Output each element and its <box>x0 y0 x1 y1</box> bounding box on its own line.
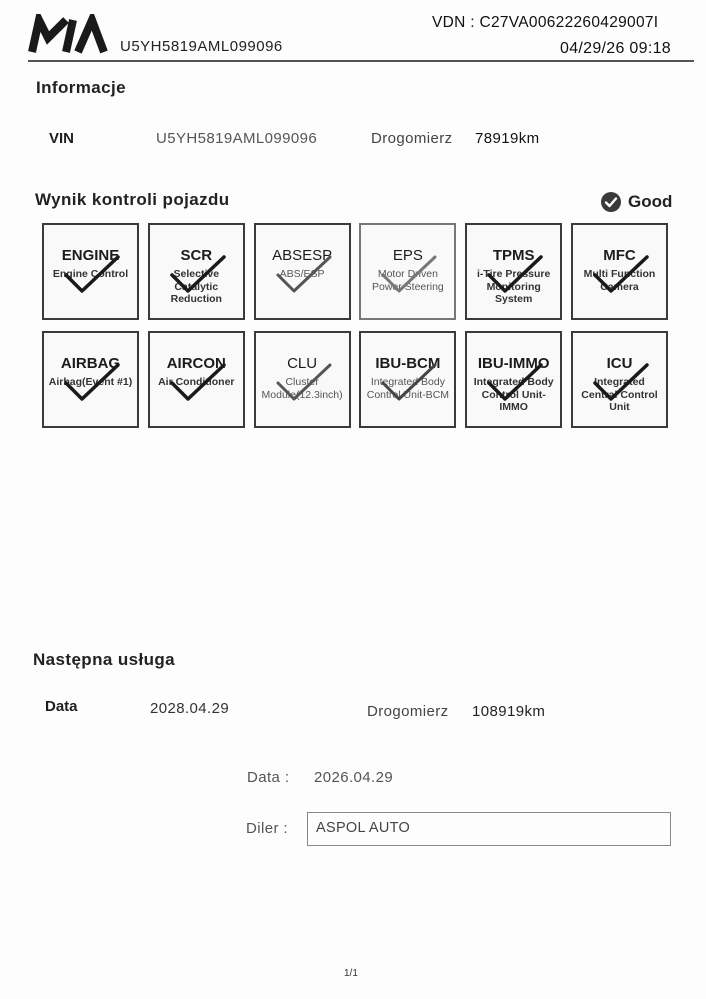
header-divider <box>28 60 694 62</box>
module-grid <box>42 223 668 433</box>
module-code: IBU-IMMO <box>477 355 550 372</box>
module-tile <box>254 223 351 320</box>
status-text: Good <box>628 192 673 211</box>
module-code: MFC <box>603 247 636 264</box>
inspection-status <box>600 191 672 213</box>
module-code: AIRCON <box>166 355 226 372</box>
dealer-label: Diler : <box>246 820 288 837</box>
module-tile <box>465 331 562 428</box>
module-code: IBU-BCM <box>375 355 441 372</box>
module-tile <box>148 223 245 320</box>
module-tile <box>571 331 668 428</box>
module-tile <box>42 331 139 428</box>
module-tile <box>359 331 456 428</box>
module-code: ABSESP <box>272 247 333 264</box>
module-desc: Integrated Central Control Unit <box>581 376 658 413</box>
next-odometer-value: 108919km <box>472 703 546 720</box>
module-code: SCR <box>180 247 213 264</box>
signoff-date-label: Data : <box>247 769 290 786</box>
inspection-title: Wynik kontroli pojazdu <box>35 190 230 209</box>
info-title: Informacje <box>36 78 126 97</box>
module-code: AIRBAG <box>60 355 121 372</box>
next-service-title: Następna usługa <box>33 650 176 669</box>
module-desc: Integrated Body Control Unit-BCM <box>366 376 450 401</box>
check-circle-icon <box>600 191 622 213</box>
dealer-value: ASPOL AUTO <box>316 820 411 836</box>
module-code: CLU <box>287 355 318 372</box>
module-desc: Airbag(Event #1) <box>48 376 133 388</box>
next-odometer-label: Drogomierz <box>367 703 449 720</box>
vdn-number: VDN : C27VA00622260429007I <box>432 14 659 31</box>
module-desc: ABS/ESP <box>279 268 325 280</box>
module-tile <box>42 223 139 320</box>
next-date-label: Data <box>45 698 78 715</box>
signoff-date-value: 2026.04.29 <box>314 769 394 786</box>
module-desc: Engine Control <box>52 268 129 280</box>
odometer-label: Drogomierz <box>371 130 453 147</box>
module-desc: Air Conditioner <box>158 376 235 388</box>
module-desc: Selective Catalytic Reduction <box>170 268 222 305</box>
module-desc: Multi Function Camera <box>583 268 656 293</box>
report-datetime: 04/29/26 09:18 <box>560 40 671 57</box>
kia-logo <box>26 14 114 56</box>
module-code: ENGINE <box>61 247 120 264</box>
module-desc: Motor Driven Power Steering <box>371 268 444 293</box>
module-tile <box>254 331 351 428</box>
module-tile <box>465 223 562 320</box>
module-tile <box>571 223 668 320</box>
module-tile <box>359 223 456 320</box>
vin-value: U5YH5819AML099096 <box>156 130 318 147</box>
module-desc: i-Tire Pressure Monitoring System <box>477 268 551 305</box>
module-tile <box>148 331 245 428</box>
module-desc: Integrated Body Control Unit-IMMO <box>473 376 554 413</box>
header-vin: U5YH5819AML099096 <box>120 38 283 55</box>
module-code: TPMS <box>492 247 535 264</box>
module-desc: Cluster Module(12.3inch) <box>261 376 343 401</box>
module-code: EPS <box>392 247 423 264</box>
vin-label: VIN <box>49 130 75 147</box>
next-date-value: 2028.04.29 <box>150 700 230 717</box>
page-number: 1/1 <box>344 968 358 979</box>
odometer-value: 78919km <box>475 130 540 147</box>
module-code: ICU <box>606 355 633 372</box>
